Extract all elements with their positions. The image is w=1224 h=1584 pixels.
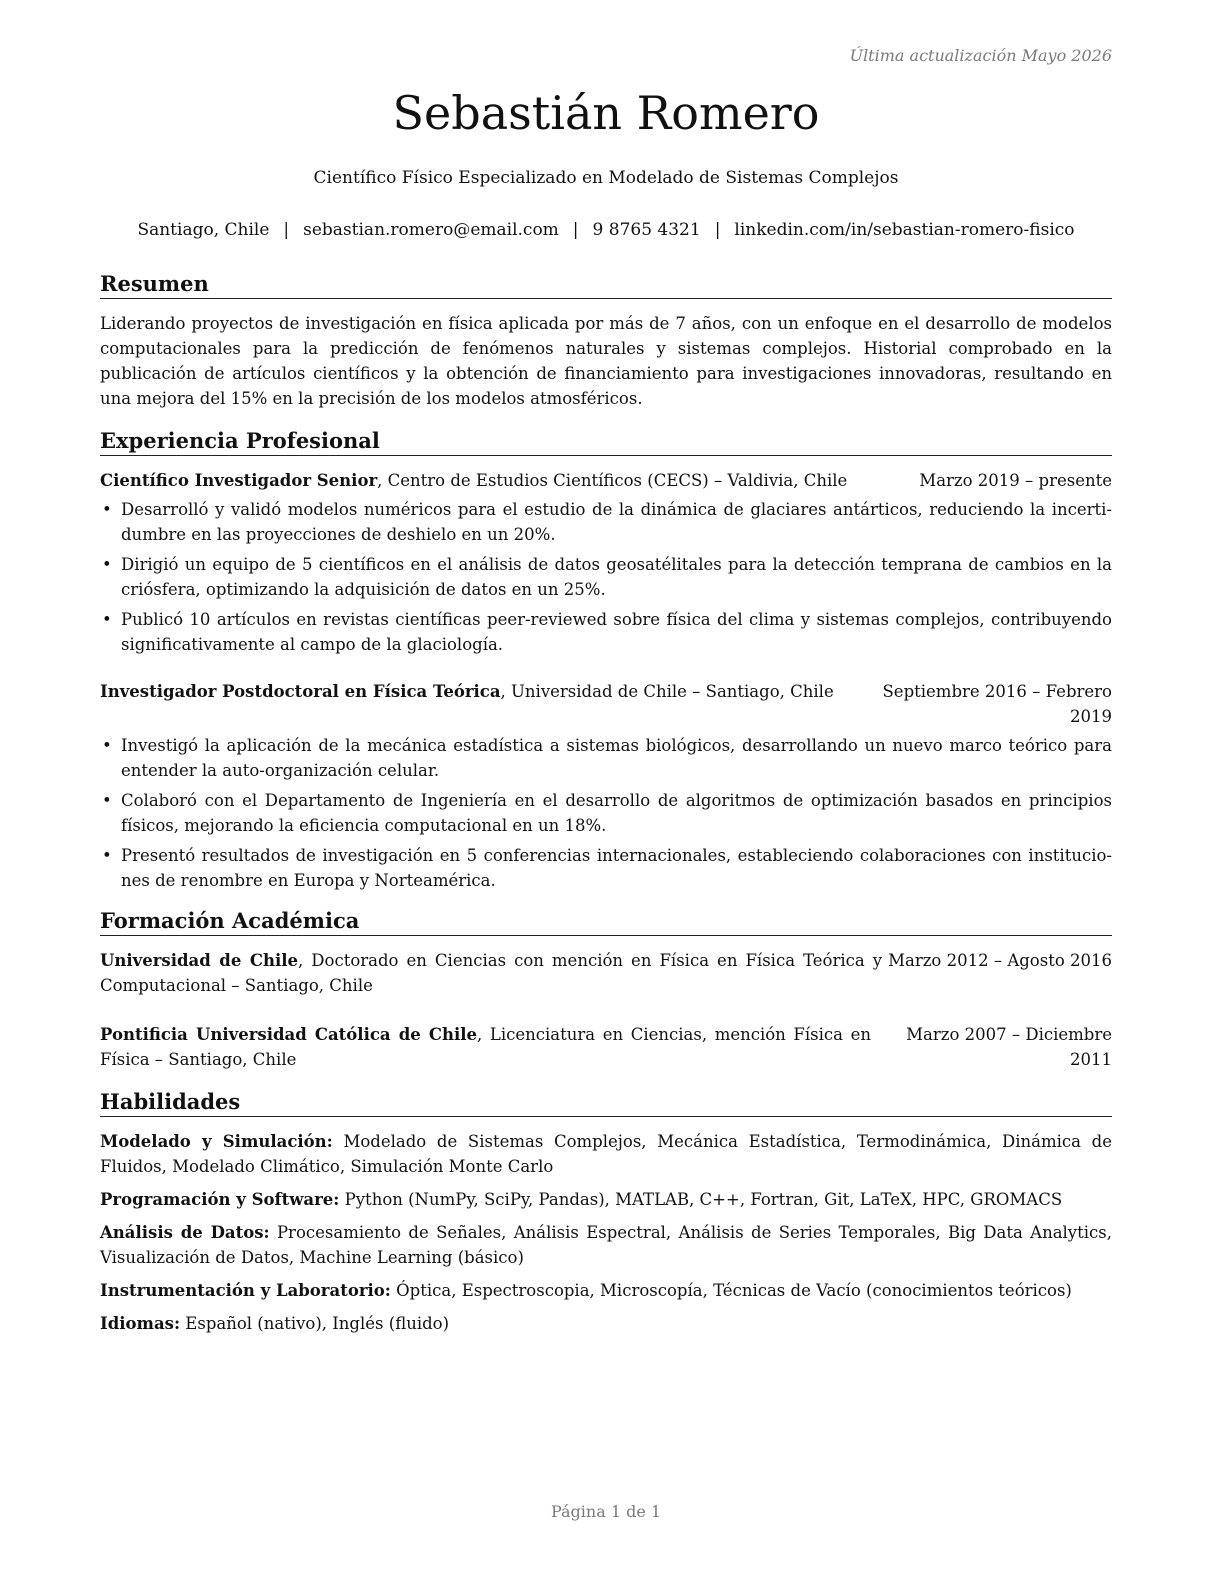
skill-label: Análisis de Datos: xyxy=(100,1223,270,1242)
bullet-icon: • xyxy=(102,791,112,810)
job-header xyxy=(100,468,1112,493)
skill-value: Óptica, Espectroscopia, Microscopía, Técnicas de Vacío (conocimientos teóricos) xyxy=(390,1281,1072,1300)
candidate-headline: Científico Físico Especializado en Modelado de Sistemas Complejos xyxy=(313,168,899,188)
bullet-icon: • xyxy=(102,500,112,519)
education-degree: , Doctorado en Ciencias con mención en Física en Física Teórica y Computacional – Santiago, Chile xyxy=(100,951,883,995)
list-item xyxy=(100,843,1112,893)
contact-phone: 9 8765 4321 xyxy=(592,220,701,240)
bullet-icon: • xyxy=(102,736,112,755)
skill-value: Python (NumPy, SciPy, Pandas), MATLAB, C++, Fortran, Git, LaTeX, HPC, GROMACS xyxy=(339,1190,1063,1209)
job-header xyxy=(100,679,1112,729)
skill-value: Procesamiento de Señales, Análisis Espectral, Análisis de Series Temporales, Big Data Analytics, Visualización de Datos, Machine Learning (básico) xyxy=(100,1223,1112,1267)
contact-separator: | xyxy=(283,220,290,240)
job-bullets xyxy=(100,733,1112,893)
job-dates: Marzo 2019 – presente xyxy=(919,471,1112,490)
skill-item xyxy=(100,1129,1112,1179)
resume-content xyxy=(100,270,1112,1344)
section-title-skills: Habilidades xyxy=(100,1088,1112,1117)
bullet-text: Colaboró con el Departamento de Ingeniería en el desarrollo de algoritmos de optimización basados en principios físicos, mejorando la eficiencia computacional en un 18%. xyxy=(121,791,1112,835)
list-item xyxy=(100,788,1112,838)
list-item xyxy=(100,733,1112,783)
bullet-text: Investigó la aplicación de la mecánica estadística a sistemas biológicos, desarrollando un nuevo marco teórico para entender la auto-organización celular. xyxy=(121,736,1112,780)
skill-label: Idiomas: xyxy=(100,1314,181,1333)
education-title-line xyxy=(100,948,888,998)
skill-label: Modelado y Simulación: xyxy=(100,1132,333,1151)
last-updated: Última actualización Mayo 2026 xyxy=(849,46,1112,65)
contact-separator: | xyxy=(714,220,721,240)
contact-email[interactable]: sebastian.romero@email.com xyxy=(303,220,559,240)
job-org: , Universidad de Chile – Santiago, Chile xyxy=(500,682,834,701)
education-degree: , Licenciatura en Ciencias, mención Física en Física – Santiago, Chile xyxy=(100,1025,871,1069)
job-title-line xyxy=(100,468,919,493)
education-dates: Marzo 2007 – Diciembre 2011 xyxy=(906,1025,1112,1069)
bullet-text: Dirigió un equipo de 5 científicos en el análisis de datos geosatélitales para la detección temprana de cambios en la criósfera, optimizando la adquisición de datos en un 25%. xyxy=(121,555,1112,599)
job-role: Investigador Postdoctoral en Física Teórica xyxy=(100,682,501,701)
contact-linkedin[interactable]: linkedin.com/in/sebastian-romero-fisico xyxy=(734,220,1075,240)
list-item xyxy=(100,497,1112,547)
job-role: Científico Investigador Senior xyxy=(100,471,378,490)
job-title-line xyxy=(100,679,872,704)
page-number: Página 1 de 1 xyxy=(550,1502,662,1521)
skill-item xyxy=(100,1278,1112,1303)
skill-label: Programación y Software: xyxy=(100,1190,340,1209)
skill-item xyxy=(100,1220,1112,1270)
education-entry xyxy=(100,1022,1112,1072)
section-title-experience: Experiencia Profesional xyxy=(100,427,1112,456)
skill-item xyxy=(100,1311,1112,1336)
bullet-icon: • xyxy=(102,846,112,865)
candidate-name: Sebastián Romero xyxy=(392,86,820,140)
section-title-education: Formación Académica xyxy=(100,907,1112,936)
skill-value: Modelado de Sistemas Complejos, Mecánica Estadística, Termodinámica, Dinámica de Fluidos, Modelado Climático, Simulación Monte Carlo xyxy=(100,1132,1112,1176)
contact-line xyxy=(100,220,1112,240)
bullet-text: Presentó resultados de investigación en 5 conferencias internacionales, estableciendo colaboraciones con instituciones de renombre en Europa y Norteamérica. xyxy=(121,846,1112,890)
job-bullets xyxy=(100,497,1112,657)
bullet-icon: • xyxy=(102,610,112,629)
list-item xyxy=(100,552,1112,602)
education-institution: Pontificia Universidad Católica de Chile xyxy=(100,1025,478,1044)
section-title-summary: Resumen xyxy=(100,270,1112,299)
education-dates: Marzo 2012 – Agosto 2016 xyxy=(888,951,1112,970)
summary-text: Liderando proyectos de investigación en física aplicada por más de 7 años, con un enfoque en el desarrollo de modelos computacionales para la predicción de fenómenos naturales y sistemas complejos. Historial comprobado en la publicación de artículos científicos y la obtención de financiamiento para investigaciones innovadoras, resultando en una mejora del 15% en la precisión de los modelos atmosféricos. xyxy=(100,314,1112,408)
education-entry xyxy=(100,948,1112,998)
job-dates: Septiembre 2016 – Febrero 2019 xyxy=(882,682,1112,726)
list-item xyxy=(100,607,1112,657)
bullet-text: Publicó 10 artículos en revistas científicas peer-reviewed sobre física del clima y sistemas complejos, contribuyendo significativamente al campo de la glaciología. xyxy=(121,610,1112,654)
contact-separator: | xyxy=(572,220,579,240)
contact-location: Santiago, Chile xyxy=(137,220,270,240)
education-title-line xyxy=(100,1022,877,1072)
skill-item xyxy=(100,1187,1112,1212)
bullet-icon: • xyxy=(102,555,112,574)
skill-label: Instrumentación y Laboratorio: xyxy=(100,1281,391,1300)
education-institution: Universidad de Chile xyxy=(100,951,299,970)
bullet-text: Desarrolló y validó modelos numéricos para el estudio de la dinámica de glaciares antárticos, reduciendo la incertidumbre en las proyecciones de deshielo en un 20%. xyxy=(121,500,1112,544)
job-org: , Centro de Estudios Científicos (CECS) – Valdivia, Chile xyxy=(377,471,848,490)
skill-value: Español (nativo), Inglés (fluido) xyxy=(180,1314,450,1333)
